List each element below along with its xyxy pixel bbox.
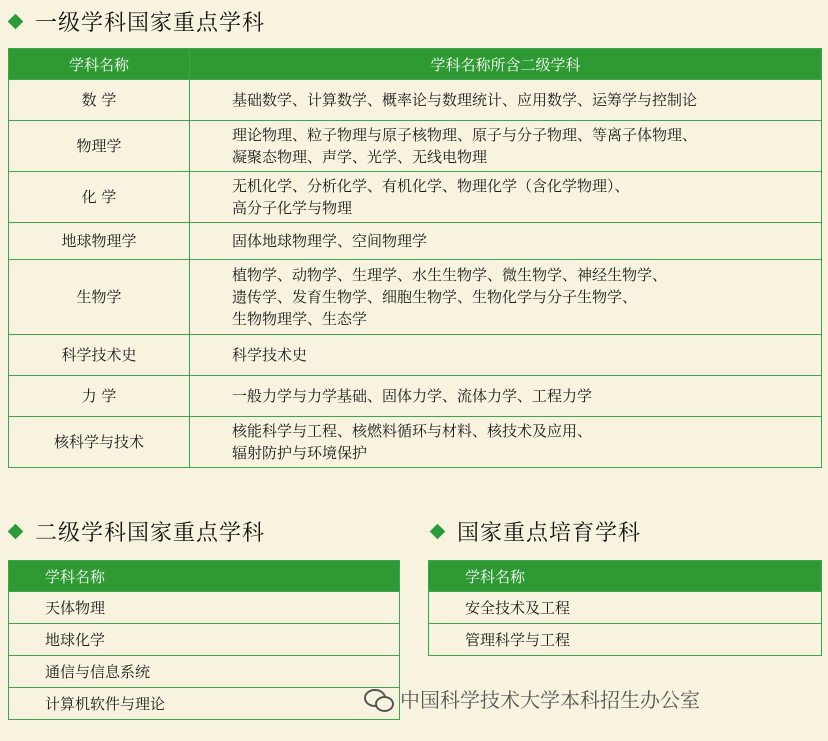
- table-row: [9, 335, 822, 376]
- watermark-text: 中国科学技术大学本科招生办公室: [400, 688, 700, 712]
- column-header-sub-disciplines: 学科名称所含二级学科: [190, 49, 822, 80]
- table-row: [9, 260, 822, 335]
- section3-title: [432, 516, 641, 547]
- table-row: [9, 624, 400, 656]
- sub-disciplines: 基础数学、计算数学、概率论与数理统计、应用数学、运筹学与控制论: [190, 80, 822, 121]
- table-row: [429, 592, 822, 624]
- table-row: [9, 417, 822, 468]
- discipline-name: 天体物理: [9, 592, 400, 624]
- table-row: [9, 656, 400, 688]
- first-level-disciplines-table: [8, 48, 822, 468]
- section2-title-text: 二级学科国家重点学科: [35, 521, 266, 546]
- discipline-name: 科学技术史: [9, 335, 190, 376]
- sub-disciplines: 一般力学与力学基础、固体力学、流体力学、工程力学: [190, 376, 822, 417]
- table-row: [9, 223, 822, 260]
- table-row: [9, 121, 822, 172]
- discipline-name: 核科学与技术: [9, 417, 190, 468]
- table-row: [9, 688, 400, 720]
- cultivation-disciplines-table: [428, 560, 822, 656]
- table-row: [9, 80, 822, 121]
- discipline-name: 物理学: [9, 121, 190, 172]
- table-row: [9, 172, 822, 223]
- watermark: [364, 684, 700, 713]
- discipline-name: 力 学: [9, 376, 190, 417]
- discipline-name: 地球化学: [9, 624, 400, 656]
- diamond-bullet-icon: [8, 524, 24, 540]
- section1-title-text: 一级学科国家重点学科: [35, 11, 266, 36]
- column-header-discipline-name: 学科名称: [429, 561, 822, 592]
- section1-title: [10, 6, 265, 37]
- discipline-name: 生物学: [9, 260, 190, 335]
- sub-disciplines: 理论物理、粒子物理与原子核物理、原子与分子物理、等离子体物理、 凝聚态物理、声学、光学、无线电物理: [190, 121, 822, 172]
- sub-disciplines: 科学技术史: [190, 335, 822, 376]
- second-level-disciplines-table: [8, 560, 400, 720]
- discipline-name: 数 学: [9, 80, 190, 121]
- diamond-bullet-icon: [430, 524, 446, 540]
- table-header-row: [9, 561, 400, 592]
- discipline-name: 通信与信息系统: [9, 656, 400, 688]
- sub-disciplines: 核能科学与工程、核燃料循环与材料、核技术及应用、 辐射防护与环境保护: [190, 417, 822, 468]
- table-row: [9, 592, 400, 624]
- sub-disciplines: 植物学、动物学、生理学、水生生物学、微生物学、神经生物学、 遗传学、发育生物学、细胞生物学、生物化学与分子生物学、 生物物理学、生态学: [190, 260, 822, 335]
- discipline-name: 地球物理学: [9, 223, 190, 260]
- sub-disciplines: 无机化学、分析化学、有机化学、物理化学（含化学物理）、 高分子化学与物理: [190, 172, 822, 223]
- section3-title-text: 国家重点培育学科: [457, 521, 642, 546]
- discipline-name: 管理科学与工程: [429, 624, 822, 656]
- table-row: [9, 376, 822, 417]
- sub-disciplines: 固体地球物理学、空间物理学: [190, 223, 822, 260]
- discipline-name: 安全技术及工程: [429, 592, 822, 624]
- column-header-discipline-name: 学科名称: [9, 49, 190, 80]
- diamond-bullet-icon: [8, 14, 24, 30]
- column-header-discipline-name: 学科名称: [9, 561, 400, 592]
- wechat-icon: [364, 687, 394, 711]
- discipline-name: 计算机软件与理论: [9, 688, 400, 720]
- table-header-row: [429, 561, 822, 592]
- discipline-name: 化 学: [9, 172, 190, 223]
- section2-title: [10, 516, 265, 547]
- table-header-row: [9, 49, 822, 80]
- table-row: [429, 624, 822, 656]
